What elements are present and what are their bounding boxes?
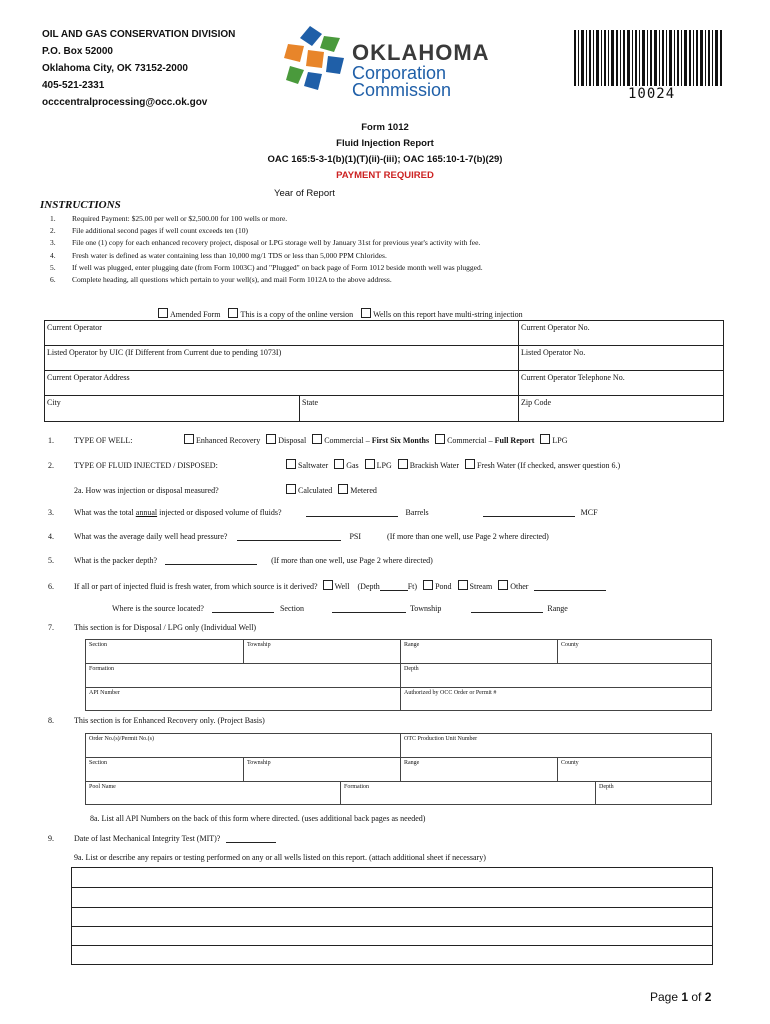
instructions-list bbox=[50, 213, 730, 286]
division-address bbox=[42, 26, 235, 111]
q7-section-field[interactable]: Section bbox=[86, 640, 244, 664]
amended-form-checkbox[interactable] bbox=[158, 308, 168, 318]
q7-depth-field[interactable]: Depth bbox=[401, 664, 712, 688]
state-field[interactable]: State bbox=[300, 396, 519, 422]
pond-checkbox[interactable] bbox=[423, 580, 433, 590]
q8-range-field[interactable]: Range bbox=[401, 758, 558, 782]
q9-mit-date: 9. Date of last Mechanical Integrity Test (MIT)? bbox=[48, 834, 276, 843]
repairs-line[interactable] bbox=[72, 926, 712, 927]
q8-pool-name-field[interactable]: Pool Name bbox=[86, 782, 341, 805]
repairs-line[interactable] bbox=[72, 907, 712, 908]
address-line: 405-521-2331 bbox=[42, 80, 105, 91]
q8-section-field[interactable]: Section bbox=[86, 758, 244, 782]
q5-packer-depth: 5. What is the packer depth? (If more than one well, use Page 2 where directed) bbox=[48, 556, 433, 565]
well-source-checkbox[interactable] bbox=[323, 580, 333, 590]
q8-order-permit-field[interactable]: Order No.(s)/Permit No.(s) bbox=[86, 734, 401, 758]
instruction-item: 5. If well was plugged, enter plugging date (from Form 1003C) and "Plugged" on back page of Form 1012 beside month well was plugged. bbox=[50, 262, 483, 272]
other-source-checkbox[interactable] bbox=[498, 580, 508, 590]
current-operator-no-field[interactable]: Current Operator No. bbox=[519, 321, 724, 346]
q8-county-field[interactable]: County bbox=[558, 758, 712, 782]
repairs-line[interactable] bbox=[72, 887, 712, 888]
instruction-item: 1. Required Payment: $25.00 per well or $2,500.00 for 100 wells or more. bbox=[50, 214, 288, 223]
current-operator-field[interactable]: Current Operator bbox=[45, 321, 519, 346]
stream-checkbox[interactable] bbox=[458, 580, 468, 590]
barcode-bars-icon bbox=[574, 30, 724, 86]
commercial-full-report-checkbox[interactable] bbox=[435, 434, 445, 444]
q4-well-head-pressure: 4. What was the average daily well head pressure? PSI (If more than one well, use Page 2 where directed) bbox=[48, 532, 549, 541]
instruction-item: 6. Complete heading, all questions which pertain to your well(s), and mail Form 1012A to the above address. bbox=[50, 275, 392, 285]
q8-enhanced-recovery-table bbox=[85, 733, 712, 805]
logo-text-corporation: Corporation bbox=[352, 63, 447, 83]
source-depth-input[interactable] bbox=[380, 590, 408, 591]
q2a-measurement: 2a. How was injection or disposal measured? Calculated Metered bbox=[74, 486, 377, 495]
brackish-water-checkbox[interactable] bbox=[398, 459, 408, 469]
lpg-checkbox[interactable] bbox=[540, 434, 550, 444]
address-line: OIL AND GAS CONSERVATION DIVISION bbox=[42, 29, 236, 40]
repairs-line[interactable] bbox=[72, 945, 712, 946]
saltwater-checkbox[interactable] bbox=[286, 459, 296, 469]
amended-form-label: Amended Form bbox=[170, 310, 221, 319]
enhanced-recovery-checkbox[interactable] bbox=[184, 434, 194, 444]
address-line: P.O. Box 52000 bbox=[42, 46, 113, 57]
disposal-checkbox[interactable] bbox=[266, 434, 276, 444]
mcf-input[interactable] bbox=[483, 516, 575, 517]
instruction-item: 4. Fresh water is defined as water containing less than 10,000 mg/1 TDS or less than 5,000 PPM Chlorides. bbox=[50, 250, 387, 260]
email-address: occcentralprocessing@occ.ok.gov bbox=[42, 97, 208, 108]
page-number: Page 1 of 2 bbox=[650, 990, 712, 1004]
multi-string-checkbox[interactable] bbox=[361, 308, 371, 318]
q8-depth-field[interactable]: Depth bbox=[596, 782, 712, 805]
q7-county-field[interactable]: County bbox=[558, 640, 712, 664]
logo-text-commission: Commission bbox=[352, 80, 452, 100]
operator-address-field[interactable]: Current Operator Address bbox=[45, 371, 519, 396]
listed-operator-field[interactable]: Listed Operator by UIC (If Different from Current due to pending 1073I) bbox=[45, 346, 519, 371]
q8a-note: 8a. List all API Numbers on the back of this form where directed. (uses additional back pages as needed) bbox=[90, 814, 426, 823]
q8-otc-unit-field[interactable]: OTC Production Unit Number bbox=[401, 734, 712, 758]
q6-fresh-water-source: 6. If all or part of injected fluid is fresh water, from which source is it derived? Well (Depth Ft) Pond Stream Other bbox=[48, 580, 606, 591]
online-copy-checkbox[interactable] bbox=[228, 308, 238, 318]
metered-checkbox[interactable] bbox=[338, 484, 348, 494]
form-title: Fluid Injection Report bbox=[336, 138, 434, 149]
source-range-input[interactable] bbox=[471, 612, 543, 613]
pressure-input[interactable] bbox=[237, 540, 341, 541]
q7-range-field[interactable]: Range bbox=[401, 640, 558, 664]
lpg-fluid-checkbox[interactable] bbox=[365, 459, 375, 469]
city-field[interactable]: City bbox=[45, 396, 300, 422]
barrels-input[interactable] bbox=[306, 516, 398, 517]
q8-township-field[interactable]: Township bbox=[244, 758, 401, 782]
address-line: Oklahoma City, OK 73152-2000 bbox=[42, 63, 188, 74]
q7-formation-field[interactable]: Formation bbox=[86, 664, 401, 688]
instructions-heading: INSTRUCTIONS bbox=[40, 199, 121, 211]
q7-disposal-table bbox=[85, 639, 712, 711]
form-title-block bbox=[0, 120, 770, 184]
operator-phone-field[interactable]: Current Operator Telephone No. bbox=[519, 371, 724, 396]
online-copy-label: This is a copy of the online version bbox=[240, 310, 354, 319]
listed-operator-no-field[interactable]: Listed Operator No. bbox=[519, 346, 724, 371]
logo-text-oklahoma: OKLAHOMA bbox=[352, 40, 490, 65]
source-township-input[interactable] bbox=[332, 612, 406, 613]
mit-date-input[interactable] bbox=[226, 842, 276, 843]
source-section-input[interactable] bbox=[212, 612, 274, 613]
barcode bbox=[574, 30, 724, 86]
q8-heading: 8. This section is for Enhanced Recovery only. (Project Basis) bbox=[48, 716, 265, 725]
barcode-number: 10024 bbox=[628, 86, 676, 102]
q1-type-of-well: 1. TYPE OF WELL: Enhanced Recovery Disposal Commercial – First Six Months Commercial – Full Report LPG bbox=[48, 436, 568, 445]
report-type-checks bbox=[158, 308, 523, 319]
occ-logo bbox=[282, 24, 492, 100]
year-of-report-label: Year of Report bbox=[274, 188, 335, 199]
fresh-water-checkbox[interactable] bbox=[465, 459, 475, 469]
q2-fluid-type: 2. TYPE OF FLUID INJECTED / DISPOSED: Saltwater Gas LPG Brackish Water Fresh Water (If checked, answer question 6.) bbox=[48, 461, 621, 470]
occ-logo-mark-icon bbox=[282, 24, 348, 98]
commercial-six-months-checkbox[interactable] bbox=[312, 434, 322, 444]
q8-formation-field[interactable]: Formation bbox=[341, 782, 596, 805]
form-citation: OAC 165:5-3-1(b)(1)(T)(ii)-(iii); OAC 165:10-1-7(b)(29) bbox=[267, 154, 503, 165]
q6-source-location: Where is the source located? Section Township Range bbox=[112, 604, 568, 613]
q7-township-field[interactable]: Township bbox=[244, 640, 401, 664]
instruction-item: 3. File one (1) copy for each enhanced recovery project, disposal or LPG storage well by January 31st for previous year's activity with fee. bbox=[50, 238, 481, 248]
q7-heading: 7. This section is for Disposal / LPG only (Individual Well) bbox=[48, 623, 257, 632]
repairs-description-box[interactable] bbox=[71, 867, 713, 965]
form-number: Form 1012 bbox=[361, 122, 409, 133]
q3-annual-volume: 3. What was the total annual injected or disposed volume of fluids? Barrels MCF bbox=[48, 508, 598, 517]
payment-required: PAYMENT REQUIRED bbox=[336, 170, 434, 181]
calculated-checkbox[interactable] bbox=[286, 484, 296, 494]
other-source-input[interactable] bbox=[534, 590, 606, 591]
packer-depth-input[interactable] bbox=[165, 564, 257, 565]
multi-string-label: Wells on this report have multi-string injection bbox=[373, 310, 523, 319]
operator-table bbox=[44, 320, 724, 422]
gas-checkbox[interactable] bbox=[334, 459, 344, 469]
q9a-note: 9a. List or describe any repairs or testing performed on any or all wells listed on this report. (attach additional sheet if necessary) bbox=[74, 853, 486, 862]
q7-authorized-field[interactable]: Authorized by OCC Order or Permit # bbox=[401, 688, 712, 711]
q7-api-number-field[interactable]: API Number bbox=[86, 688, 401, 711]
zip-field[interactable]: Zip Code bbox=[519, 396, 724, 422]
instruction-item: 2. File additional second pages if well count exceeds ten (10) bbox=[50, 226, 248, 236]
